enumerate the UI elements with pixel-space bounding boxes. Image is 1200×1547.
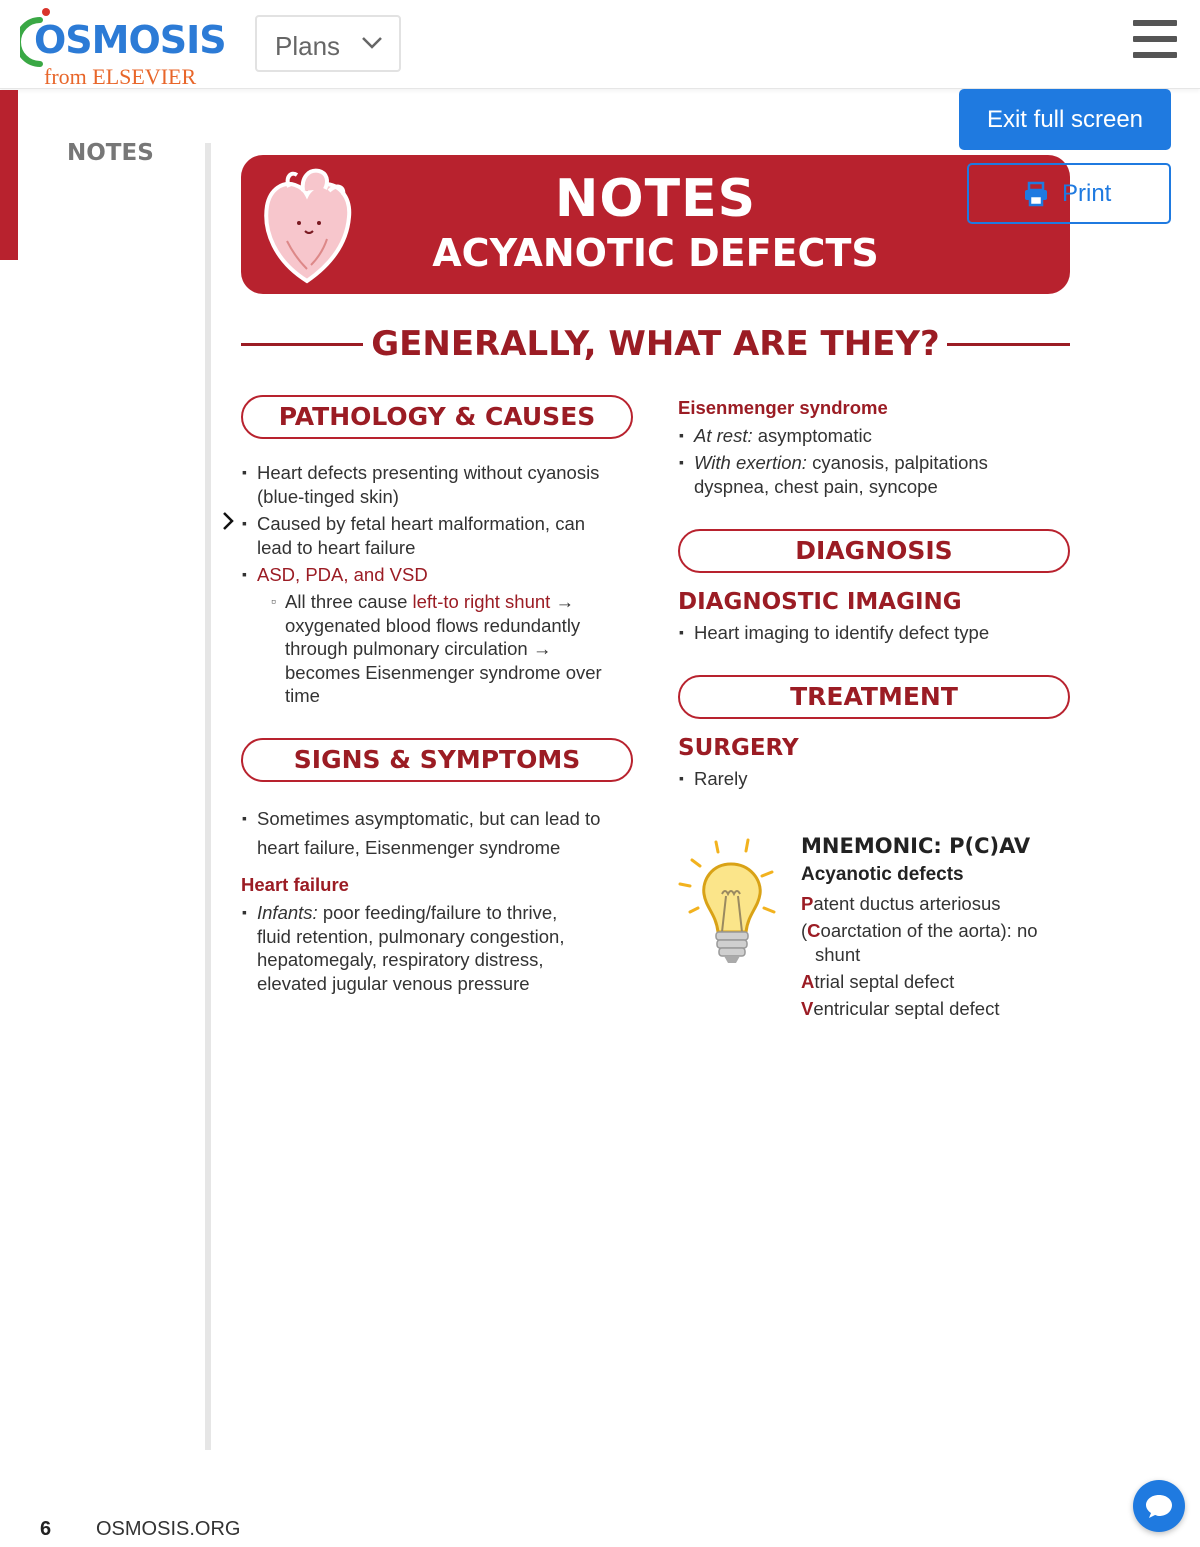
surgery-heading: SURGERY [678, 735, 799, 761]
section-title: GENERALLY, WHAT ARE THEY? [371, 324, 940, 364]
left-accent-bar [0, 90, 18, 260]
mnemonic-line-3 [801, 970, 954, 994]
mnemonic-line-1-text: atent ductus arteriosus [813, 893, 1001, 914]
signs-bullet-1-line-2: heart failure, Eisenmenger syndrome [257, 837, 561, 858]
plans-dropdown[interactable] [255, 15, 401, 72]
chat-bubble-icon [1145, 1493, 1173, 1519]
footer-site[interactable]: OSMOSIS.ORG [96, 1518, 241, 1540]
pathology-bullet-3-text: ASD, PDA, and VSD [257, 564, 428, 585]
subbullet-line-5: time [285, 685, 320, 707]
lightbulb-icon [676, 836, 786, 971]
pathology-bullet-2-line-1: Caused by fetal heart malformation, can [257, 513, 586, 534]
mnemonic-line-4 [801, 997, 999, 1021]
pathology-bullet-3 [257, 563, 428, 587]
chevron-right-icon[interactable] [221, 509, 235, 533]
heart-failure-line-1: poor feeding/failure to thrive, [317, 902, 558, 923]
subbullet-arrow-text: → [550, 591, 574, 612]
mnemonic-line-1 [801, 892, 1001, 916]
subbullet-text-a: All three cause [285, 591, 413, 612]
exit-full-screen-button[interactable]: Exit full screen [959, 89, 1171, 150]
pathology-subbullet-1 [285, 590, 602, 708]
subbullet-shunt-text: left-to right shunt [412, 591, 551, 612]
signs-symptoms-header: SIGNS & SYMPTOMS [241, 738, 633, 782]
with-exertion-text: cyanosis, palpitations [806, 452, 988, 473]
treatment-header: TREATMENT [678, 675, 1070, 719]
mnemonic-letter-p: P [801, 893, 814, 914]
eisenmenger-heading: Eisenmenger syndrome [678, 397, 888, 418]
subbullet-line-2: oxygenated blood flows redundantly [285, 614, 581, 636]
signs-bullet-1 [257, 804, 600, 862]
diagnostic-imaging-heading: DIAGNOSTIC IMAGING [678, 589, 962, 615]
hamburger-menu-icon[interactable] [1133, 20, 1177, 60]
chat-button[interactable] [1133, 1480, 1185, 1532]
sidebar-notes-label[interactable]: NOTES [67, 140, 154, 166]
subbullet-line-4: becomes Eisenmenger syndrome over [285, 661, 602, 683]
treatment-bullet-1: ▪ Rarely [694, 767, 747, 791]
mnemonic-line-2 [801, 919, 1038, 966]
heart-failure-line-4: elevated jugular venous pressure [257, 972, 530, 994]
logo-text: OSMOSIS [34, 18, 226, 62]
mnemonic-paren: ( [801, 920, 808, 941]
heart-failure-line-3: hepatomegaly, respiratory distress, [257, 949, 544, 971]
heart-failure-line-2: fluid retention, pulmonary congestion, [257, 925, 565, 947]
diagnosis-header: DIAGNOSIS [678, 529, 1070, 573]
at-rest-text: asymptomatic [752, 425, 872, 446]
banner-subtitle: ACYANOTIC DEFECTS [432, 231, 879, 275]
section-heading [241, 322, 1070, 368]
signs-bullet-1-line-1: Sometimes asymptomatic, but can lead to [257, 808, 601, 829]
printer-icon [1023, 181, 1049, 207]
mnemonic-line-2-text: oarctation of the aorta): no [820, 920, 1038, 941]
notes-banner [241, 155, 1070, 294]
at-rest-label: At rest: [694, 425, 753, 446]
pathology-bullet-1-line-2: (blue-tinged skin) [257, 485, 399, 507]
plans-label: Plans [275, 31, 341, 61]
section-rule-right [947, 343, 1070, 346]
mnemonic-subtitle: Acyanotic defects [801, 864, 964, 885]
mnemonic-line-3-text: trial septal defect [814, 971, 955, 992]
subbullet-line-3: through pulmonary circulation → [285, 638, 552, 660]
pathology-bullet-2-line-2: lead to heart failure [257, 536, 416, 558]
banner-title: NOTES [554, 169, 757, 229]
infants-label: Infants: [257, 902, 318, 923]
pathology-bullet-2 [257, 512, 585, 559]
sidebar-divider [205, 143, 211, 1450]
eisenmenger-rest-bullet [694, 424, 872, 448]
mnemonic-letter-c: C [807, 920, 821, 941]
pathology-bullet-1-line-1: Heart defects presenting without cyanosis [257, 462, 600, 483]
top-bar [0, 0, 1200, 89]
pathology-causes-header: PATHOLOGY & CAUSES [241, 395, 633, 439]
eisenmenger-exertion-bullet [694, 451, 988, 498]
diagnosis-bullet-1: ▪ Heart imaging to identify defect type [694, 621, 989, 645]
pathology-bullet-1 [257, 461, 599, 508]
mnemonic-title: MNEMONIC: P(C)AV [801, 834, 1031, 858]
chevron-down-icon [361, 35, 383, 51]
with-exertion-line-2: dyspnea, chest pain, syncope [694, 475, 938, 497]
mnemonic-letter-v: V [801, 998, 814, 1019]
heart-failure-heading: Heart failure [241, 874, 349, 895]
mnemonic-letter-a: A [801, 971, 815, 992]
mnemonic-line-4-text: entricular septal defect [813, 998, 1000, 1019]
page-number: 6 [40, 1518, 52, 1540]
osmosis-logo[interactable] [20, 6, 226, 89]
logo-subtext: from ELSEVIER [44, 64, 197, 89]
print-label: Print [1062, 180, 1112, 207]
print-button[interactable] [967, 163, 1171, 224]
heart-failure-bullet [257, 901, 565, 995]
with-exertion-label: With exertion: [694, 452, 807, 473]
mnemonic-line-2-cont: shunt [815, 943, 861, 965]
